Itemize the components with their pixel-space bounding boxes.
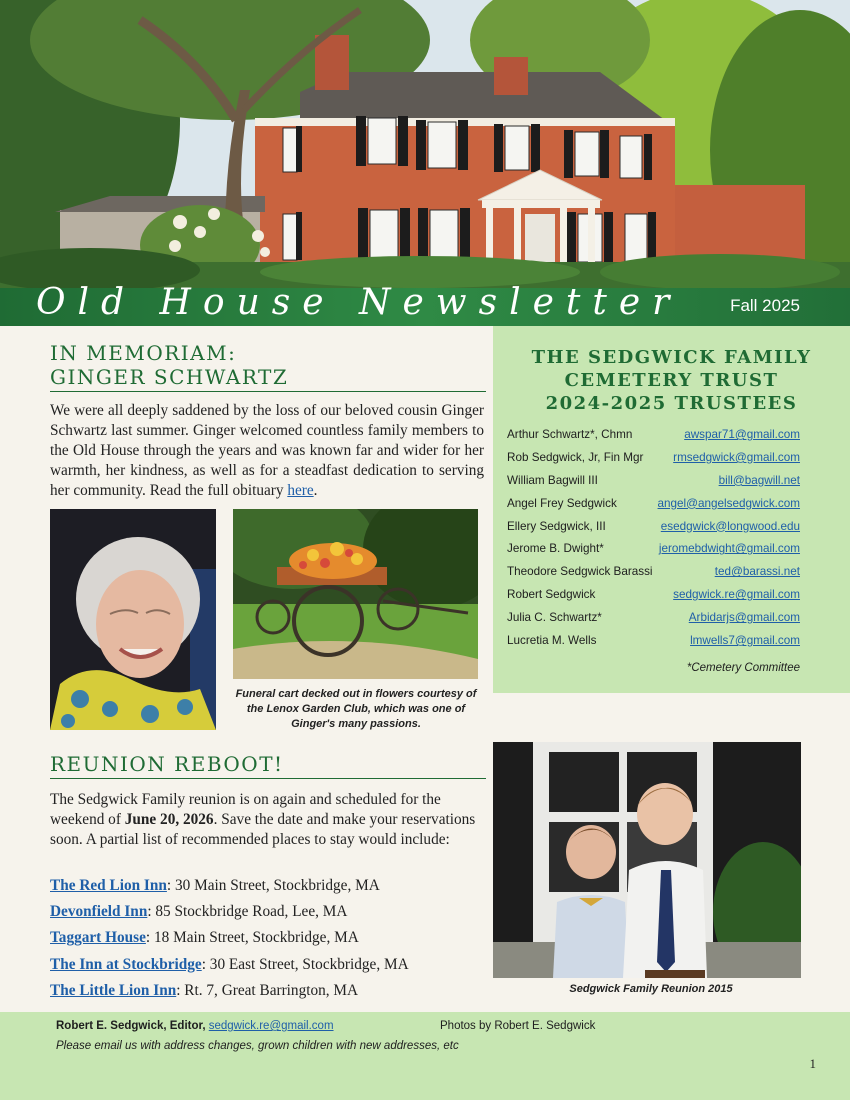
trustee-email-link[interactable]: esedgwick@longwood.edu xyxy=(660,519,800,533)
trustees-title xyxy=(493,346,850,415)
trustee-name: Arthur Schwartz*, Chmn xyxy=(507,428,633,441)
house-illustration xyxy=(0,0,850,290)
trustee-email-link[interactable]: awspar71@gmail.com xyxy=(684,428,800,441)
hotel-address: : Rt. 7, Great Barrington, MA xyxy=(176,982,359,999)
obituary-link[interactable]: here xyxy=(287,482,314,499)
footer xyxy=(0,1012,850,1100)
trustee-list xyxy=(507,428,800,657)
reunion-photo-caption: Sedgwick Family Reunion 2015 xyxy=(569,983,733,995)
reunion-divider xyxy=(50,778,486,779)
trustee-name: Robert Sedgwick xyxy=(507,588,596,602)
trustee-email-link[interactable]: lmwells7@gmail.com xyxy=(690,634,800,648)
memoriam-heading-line2: GINGER SCHWARTZ xyxy=(50,365,289,389)
hotel-link[interactable]: The Little Lion Inn xyxy=(50,982,177,999)
funeral-cart-caption: Funeral cart decked out in flowers courtesy of the Lenox Garden Club, which was one of Ginger's many passions. xyxy=(235,688,477,730)
editor-label: Robert E. Sedgwick, Editor, xyxy=(56,1020,209,1032)
photo-credit: Photos by Robert E. Sedgwick xyxy=(440,1020,596,1032)
newsletter-title: Old House Newsletter xyxy=(36,282,682,323)
hotel-link[interactable]: Taggart House xyxy=(50,929,146,946)
reunion-text-after: . Save the date and make your reservations soon. A partial list of recommended places to stay would include: xyxy=(50,811,476,848)
trustee-email-link[interactable]: jeromebdwight@gmail.com xyxy=(658,542,800,556)
hotel-address: : 18 Main Street, Stockbridge, MA xyxy=(145,929,359,946)
hotel-item xyxy=(50,929,359,947)
reunion-photo xyxy=(493,742,801,978)
hotel-address: : 30 Main Street, Stockbridge, MA xyxy=(166,877,380,894)
trustee-email-link[interactable]: rmsedgwick@gmail.com xyxy=(673,450,800,464)
trustee-row xyxy=(507,428,800,451)
season-label: Fall 2025 xyxy=(730,296,800,315)
memoriam-heading xyxy=(50,341,288,389)
trustee-name: Theodore Sedgwick Barassi xyxy=(507,565,653,579)
trustee-email-link[interactable]: ted@barassi.net xyxy=(714,565,800,579)
trustees-title-line2: CEMETERY TRUST xyxy=(564,370,779,391)
trustees-title-line3: 2024-2025 TRUSTEES xyxy=(545,393,798,414)
trustee-name: Rob Sedgwick, Jr, Fin Mgr xyxy=(507,450,644,464)
page-number: 1 xyxy=(809,1056,816,1071)
trustee-name: Jerome B. Dwight* xyxy=(507,542,604,556)
trustee-row xyxy=(507,588,800,611)
memoriam-divider xyxy=(50,391,486,392)
reunion-body xyxy=(50,790,484,850)
trustee-row xyxy=(507,611,800,634)
trustee-row xyxy=(507,520,800,543)
reunion-date: June 20, 2026 xyxy=(124,811,214,828)
trustees-title-line1: THE SEDGWICK FAMILY xyxy=(531,347,812,368)
trustee-row xyxy=(507,542,800,565)
hotel-item xyxy=(50,903,347,921)
reunion-text-before: The Sedgwick Family reunion is on again and scheduled for the weekend of xyxy=(50,791,441,828)
trustee-row xyxy=(507,474,800,497)
title-banner xyxy=(0,282,850,326)
trustee-email-link[interactable]: Arbidarjs@gmail.com xyxy=(688,611,800,625)
trustees-panel xyxy=(493,326,850,693)
trustee-name: Angel Frey Sedgwick xyxy=(507,496,617,510)
trustee-row xyxy=(507,451,800,474)
memoriam-period: . xyxy=(313,482,318,499)
trustee-row xyxy=(507,565,800,588)
trustee-row xyxy=(507,497,800,520)
reunion-illustration xyxy=(493,742,801,978)
header-photo xyxy=(0,0,850,290)
trustee-row xyxy=(507,634,800,657)
trustee-email-link[interactable]: angel@angelsedgwick.com xyxy=(657,496,800,510)
reunion-heading: REUNION REBOOT! xyxy=(50,752,284,776)
trustee-name: Lucretia M. Wells xyxy=(507,634,597,648)
hotel-item xyxy=(50,877,380,895)
hotel-link[interactable]: Devonfield Inn xyxy=(50,903,148,920)
editor-email-link[interactable]: sedgwick.re@gmail.com xyxy=(208,1020,334,1032)
address-change-note: Please email us with address changes, grown children with new addresses, etc xyxy=(56,1040,459,1052)
hotel-link[interactable]: The Red Lion Inn xyxy=(50,877,167,894)
ginger-portrait-photo xyxy=(50,509,216,730)
hotel-address: : 30 East Street, Stockbridge, MA xyxy=(201,956,409,973)
trustee-name: Julia C. Schwartz* xyxy=(507,611,602,625)
hotel-item xyxy=(50,956,409,974)
trustee-email-link[interactable]: sedgwick.re@gmail.com xyxy=(673,588,800,602)
funeral-cart-photo xyxy=(233,509,478,679)
trustee-name: William Bagwill III xyxy=(507,473,598,487)
hotel-address: : 85 Stockbridge Road, Lee, MA xyxy=(147,903,348,920)
memoriam-body xyxy=(50,401,484,501)
memoriam-heading-line1: IN MEMORIAM: xyxy=(50,341,237,365)
editor-credit xyxy=(56,1020,334,1032)
hotel-link[interactable]: The Inn at Stockbridge xyxy=(50,956,202,973)
cart-illustration xyxy=(233,509,478,679)
trustee-name: Ellery Sedgwick, III xyxy=(507,519,606,533)
memoriam-text: We were all deeply saddened by the loss of our beloved cousin Ginger Schwartz last summer. Ginger welcomed countless family members to the Old House through the years and was known far and wider for her warmth, her kindness, as well as for a steadfast dedication to serving her community. Read the full obituary xyxy=(50,402,484,499)
portrait-illustration xyxy=(50,509,216,730)
trustee-email-link[interactable]: bill@bagwill.net xyxy=(718,473,800,487)
hotel-item xyxy=(50,982,358,1000)
cemetery-committee-note: *Cemetery Committee xyxy=(686,662,800,674)
